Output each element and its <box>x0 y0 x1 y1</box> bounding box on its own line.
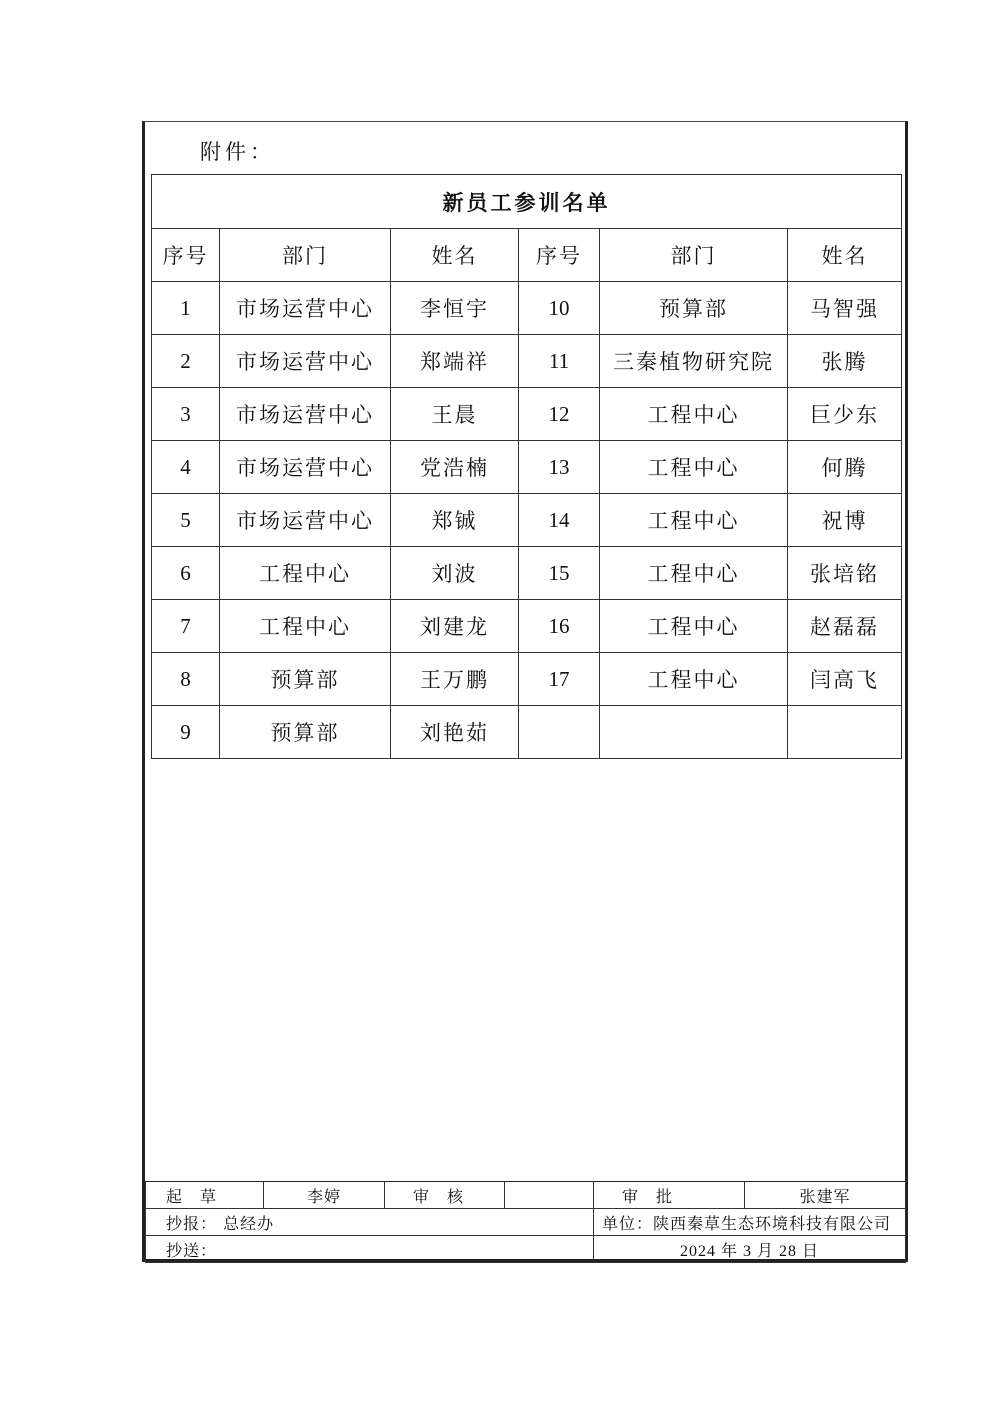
table-row <box>152 494 902 547</box>
cell-dept: 预算部 <box>600 282 788 335</box>
cc-send-row <box>146 1236 594 1263</box>
approver-name: 张建军 <box>745 1182 906 1209</box>
table-row <box>152 282 902 335</box>
cell-name: 闫高飞 <box>788 653 902 706</box>
cell-name: 张腾 <box>788 335 902 388</box>
cell-seq: 15 <box>519 547 600 600</box>
cell-dept: 工程中心 <box>220 600 391 653</box>
table-title: 新员工参训名单 <box>152 175 902 229</box>
table-row <box>152 547 902 600</box>
table-row <box>152 388 902 441</box>
cell-seq: 12 <box>519 388 600 441</box>
cell-seq <box>519 706 600 759</box>
cell-name: 郑端祥 <box>391 335 519 388</box>
cell-name: 祝博 <box>788 494 902 547</box>
cell-seq: 4 <box>152 441 220 494</box>
cell-name: 赵磊磊 <box>788 600 902 653</box>
table-row <box>152 653 902 706</box>
cell-dept: 市场运营中心 <box>220 494 391 547</box>
table-row <box>152 335 902 388</box>
cell-name: 巨少东 <box>788 388 902 441</box>
trainee-roster-table <box>151 174 902 759</box>
cell-name: 马智强 <box>788 282 902 335</box>
cc-report-value: 总经办 <box>223 1213 275 1233</box>
header-seq: 序号 <box>152 229 220 282</box>
header-name: 姓名 <box>391 229 519 282</box>
cell-seq: 8 <box>152 653 220 706</box>
cell-dept: 市场运营中心 <box>220 388 391 441</box>
cell-seq: 1 <box>152 282 220 335</box>
cell-dept: 三秦植物研究院 <box>600 335 788 388</box>
cell-seq: 9 <box>152 706 220 759</box>
cell-dept: 工程中心 <box>220 547 391 600</box>
header-seq: 序号 <box>519 229 600 282</box>
approver-label: 审 批 <box>594 1182 745 1209</box>
cc-report-label: 抄报： <box>166 1213 218 1233</box>
cell-seq: 17 <box>519 653 600 706</box>
table-row <box>152 441 902 494</box>
cell-dept: 工程中心 <box>600 547 788 600</box>
cell-seq: 5 <box>152 494 220 547</box>
cell-dept: 预算部 <box>220 706 391 759</box>
header-name: 姓名 <box>788 229 902 282</box>
header-dept: 部门 <box>600 229 788 282</box>
cell-name: 张培铭 <box>788 547 902 600</box>
cell-dept: 市场运营中心 <box>220 441 391 494</box>
table-row <box>152 706 902 759</box>
cell-seq: 6 <box>152 547 220 600</box>
cell-name: 刘艳茹 <box>391 706 519 759</box>
cell-seq: 14 <box>519 494 600 547</box>
header-dept: 部门 <box>220 229 391 282</box>
cell-seq: 2 <box>152 335 220 388</box>
cell-name: 刘波 <box>391 547 519 600</box>
reviewer-label: 审 核 <box>385 1182 505 1209</box>
cell-dept: 工程中心 <box>600 494 788 547</box>
cell-name: 郑铖 <box>391 494 519 547</box>
cell-name: 王晨 <box>391 388 519 441</box>
cell-dept: 工程中心 <box>600 653 788 706</box>
cell-seq: 16 <box>519 600 600 653</box>
document-footer <box>145 1181 906 1263</box>
cell-name: 党浩楠 <box>391 441 519 494</box>
cc-send-label: 抄送： <box>166 1240 218 1260</box>
cell-name: 何腾 <box>788 441 902 494</box>
table-header-row <box>152 229 902 282</box>
drafter-label: 起 草 <box>146 1182 264 1209</box>
cell-seq: 7 <box>152 600 220 653</box>
cell-dept: 预算部 <box>220 653 391 706</box>
cell-name: 王万鹏 <box>391 653 519 706</box>
cell-name: 李恒宇 <box>391 282 519 335</box>
cell-dept: 工程中心 <box>600 388 788 441</box>
cell-seq: 10 <box>519 282 600 335</box>
cell-dept: 市场运营中心 <box>220 282 391 335</box>
cell-seq: 13 <box>519 441 600 494</box>
cell-seq: 3 <box>152 388 220 441</box>
issue-date: 2024 年 3 月 28 日 <box>594 1236 906 1263</box>
issuing-unit: 单位：陕西秦草生态环境科技有限公司 <box>594 1209 906 1236</box>
attachment-label: 附件： <box>200 140 275 164</box>
reviewer-name <box>505 1182 594 1209</box>
cell-dept <box>600 706 788 759</box>
cc-report-row <box>146 1209 594 1236</box>
cell-dept: 工程中心 <box>600 441 788 494</box>
drafter-name: 李婷 <box>264 1182 385 1209</box>
table-row <box>152 600 902 653</box>
cell-name: 刘建龙 <box>391 600 519 653</box>
cell-name <box>788 706 902 759</box>
cell-seq: 11 <box>519 335 600 388</box>
cell-dept: 市场运营中心 <box>220 335 391 388</box>
cell-dept: 工程中心 <box>600 600 788 653</box>
